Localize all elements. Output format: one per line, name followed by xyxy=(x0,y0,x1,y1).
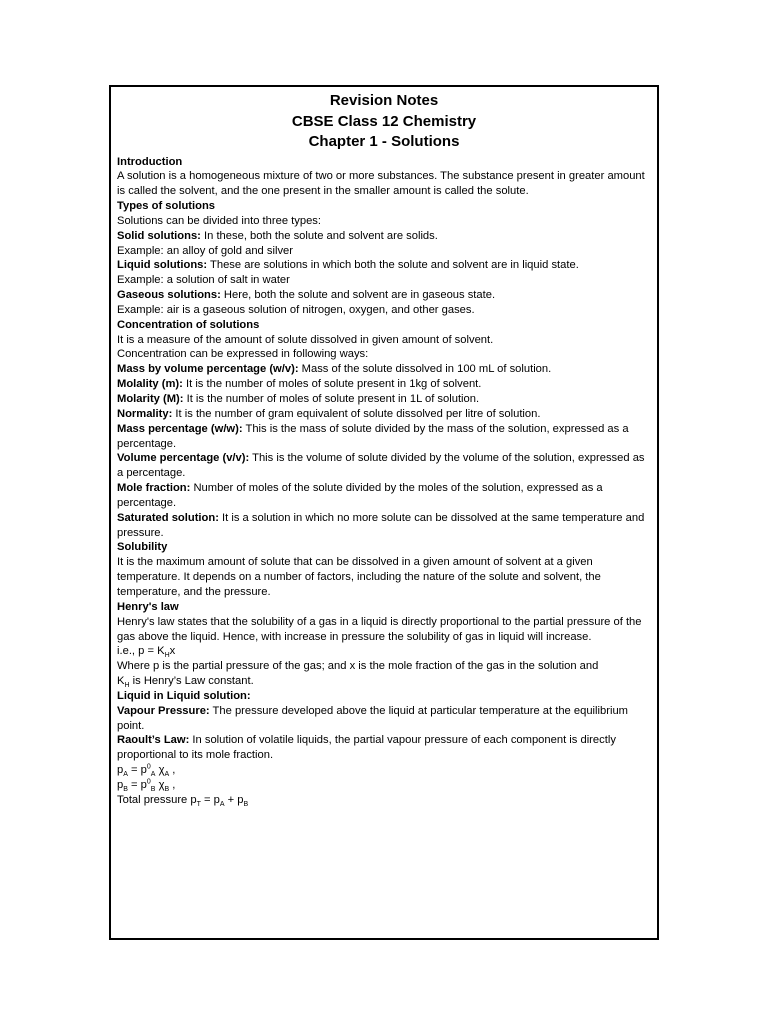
liquid-term: Liquid solutions: xyxy=(117,259,208,272)
molality-text: It is the number of moles of solute present in 1kg of solvent. xyxy=(182,378,482,391)
gaseous-solutions xyxy=(117,288,652,303)
solid-example: Example: an alloy of gold and silver xyxy=(117,244,293,257)
heading-henrys-law: Henry's law xyxy=(117,600,179,613)
equation-pb xyxy=(117,778,652,793)
molarity-term: Molarity (M): xyxy=(117,393,184,405)
liquid-example: Example: a solution of salt in water xyxy=(117,274,290,287)
gaseous-example: Example: air is a gaseous solution of nitrogen, oxygen, and other gases. xyxy=(117,303,475,316)
henry-equation xyxy=(117,644,652,659)
henry-eq-suffix: x xyxy=(169,645,176,658)
solid-text: In these, both the solute and solvent are solids. xyxy=(200,229,438,242)
solubility-text: It is the maximum amount of solute that can be dissolved in a given amount of solvent at a given temperature. It depends on a number of factors, including the nature of the solute and solvent, the temperature, and the pressure. xyxy=(117,556,601,598)
molarity-text: It is the number of moles of solute present in 1L of solution. xyxy=(183,393,480,405)
eq-pa-zero: 0 xyxy=(146,763,151,771)
equation-pa xyxy=(117,763,652,778)
ww-item xyxy=(117,422,652,452)
eq-total-sub: T xyxy=(196,801,201,809)
concentration-lead: Concentration can be expressed in following ways: xyxy=(117,348,369,361)
heading-types: Types of solutions xyxy=(117,200,215,213)
title-revision-notes: Revision Notes xyxy=(329,92,439,109)
gaseous-text: Here, both the solute and solvent are in gaseous state. xyxy=(220,289,496,302)
vv-item xyxy=(117,451,652,481)
gaseous-term: Gaseous solutions: xyxy=(117,289,221,302)
mf-term: Mole fraction: xyxy=(117,482,191,495)
normality-item xyxy=(117,407,652,422)
vp-text: The pressure developed above the liquid at particular temperature at the equilibrium point. xyxy=(117,704,628,732)
title-chapter: Chapter 1 - Solutions xyxy=(308,133,460,150)
wv-term: Mass by volume percentage (w/v): xyxy=(117,363,299,376)
henry-where-2 xyxy=(117,674,652,689)
eq-pb-zero: 0 xyxy=(146,778,151,786)
eq-pa-sub3: A xyxy=(164,771,170,779)
notes-page xyxy=(109,85,659,940)
eq-pb-sub2: B xyxy=(150,786,156,794)
solid-term: Solid solutions: xyxy=(117,229,201,242)
wv-text: Mass of the solute dissolved in 100 mL of solution. xyxy=(298,363,552,376)
eq-pa-sub: A xyxy=(123,771,128,779)
molality-item xyxy=(117,377,652,392)
eq-total-equals: = p xyxy=(200,793,220,806)
heading-introduction: Introduction xyxy=(117,155,183,168)
solid-solutions xyxy=(117,229,652,244)
raoult-term: Raoult’s Law: xyxy=(117,734,190,747)
wv-item xyxy=(117,362,652,377)
vp-term: Vapour Pressure: xyxy=(117,704,210,717)
saturated-item xyxy=(117,511,652,541)
eq-pb-sub: B xyxy=(123,786,128,794)
sat-text: It is a solution in which no more solute can be dissolved at the same temperature and pressure. xyxy=(117,511,645,539)
eq-pb-equals: = p xyxy=(127,778,147,791)
notes-content xyxy=(111,153,657,808)
title-block xyxy=(111,87,657,153)
ww-term: Mass percentage (w/w): xyxy=(117,422,243,435)
henry-where-1: Where p is the partial pressure of the gas; and x is the mole fraction of the gas in the solution and xyxy=(117,660,599,673)
vapour-pressure-item xyxy=(117,704,652,734)
liquid-solutions xyxy=(117,258,652,273)
equation-total xyxy=(117,793,652,808)
concentration-def: It is a measure of the amount of solute dissolved in given amount of solvent. xyxy=(117,333,494,346)
ww-text: This is the mass of solute divided by the mass of the solution, expressed as a percentage. xyxy=(117,422,629,450)
mole-fraction-item xyxy=(117,481,652,511)
eq-pb-comma: , xyxy=(169,778,176,791)
eq-pa-sub2: A xyxy=(150,771,156,779)
henry-constant-text: is Henry’s Law constant. xyxy=(129,675,254,688)
eq-pa-comma: , xyxy=(169,764,176,777)
eq-total-plus: + p xyxy=(224,793,244,806)
heading-concentration: Concentration of solutions xyxy=(117,318,260,331)
raoult-item xyxy=(117,733,652,763)
heading-liquid-in-liquid: Liquid in Liquid solution: xyxy=(117,689,251,702)
eq-pa-chi: χ xyxy=(155,764,165,777)
eq-total-sub-a: A xyxy=(219,801,225,809)
types-lead: Solutions can be divided into three types: xyxy=(117,214,321,227)
henry-k-sub: H xyxy=(124,682,130,690)
normality-term: Normality: xyxy=(117,407,173,420)
henry-text: Henry's law states that the solubility of a gas in a liquid is directly proportional to the partial pressure of the gas above the liquid. Hence, with increase in pressure the solubility of gas in liquid will increase. xyxy=(117,615,642,643)
liquid-text: These are solutions in which both the solute and solvent are in liquid state. xyxy=(207,259,579,272)
vv-term: Volume percentage (v/v): xyxy=(117,452,250,465)
intro-text: A solution is a homogeneous mixture of two or more substances. The substance present in greater amount is called the solvent, and the one present in the smaller amount is called the solute. xyxy=(117,170,645,198)
title-class: CBSE Class 12 Chemistry xyxy=(291,112,477,130)
sat-term: Saturated solution: xyxy=(117,511,219,524)
eq-pa-equals: = p xyxy=(127,764,147,777)
heading-solubility: Solubility xyxy=(117,541,168,554)
eq-total-sub-b: B xyxy=(243,801,249,809)
mf-text: Number of moles of the solute divided by the moles of the solution, expressed as a percentage. xyxy=(117,482,603,509)
eq-total-label: Total pressure p xyxy=(117,793,197,806)
raoult-text: In solution of volatile liquids, the partial vapour pressure of each component is directly proportional to its mole fraction. xyxy=(117,734,616,762)
eq-pb-sub3: B xyxy=(164,786,170,794)
normality-text: It is the number of gram equivalent of solute dissolved per litre of solution. xyxy=(172,407,541,420)
henry-eq-sub: H xyxy=(164,652,170,660)
henry-eq-prefix: i.e., p = K xyxy=(117,645,165,658)
vv-text: This is the volume of solute divided by the volume of the solution, expressed as a percentage. xyxy=(117,452,645,480)
molality-term: Molality (m): xyxy=(117,378,183,391)
molarity-item xyxy=(117,392,652,407)
eq-pb-chi: χ xyxy=(155,778,165,791)
eq-pa-p: p xyxy=(117,764,124,777)
eq-pb-p: p xyxy=(117,778,124,791)
henry-k: K xyxy=(117,675,125,688)
